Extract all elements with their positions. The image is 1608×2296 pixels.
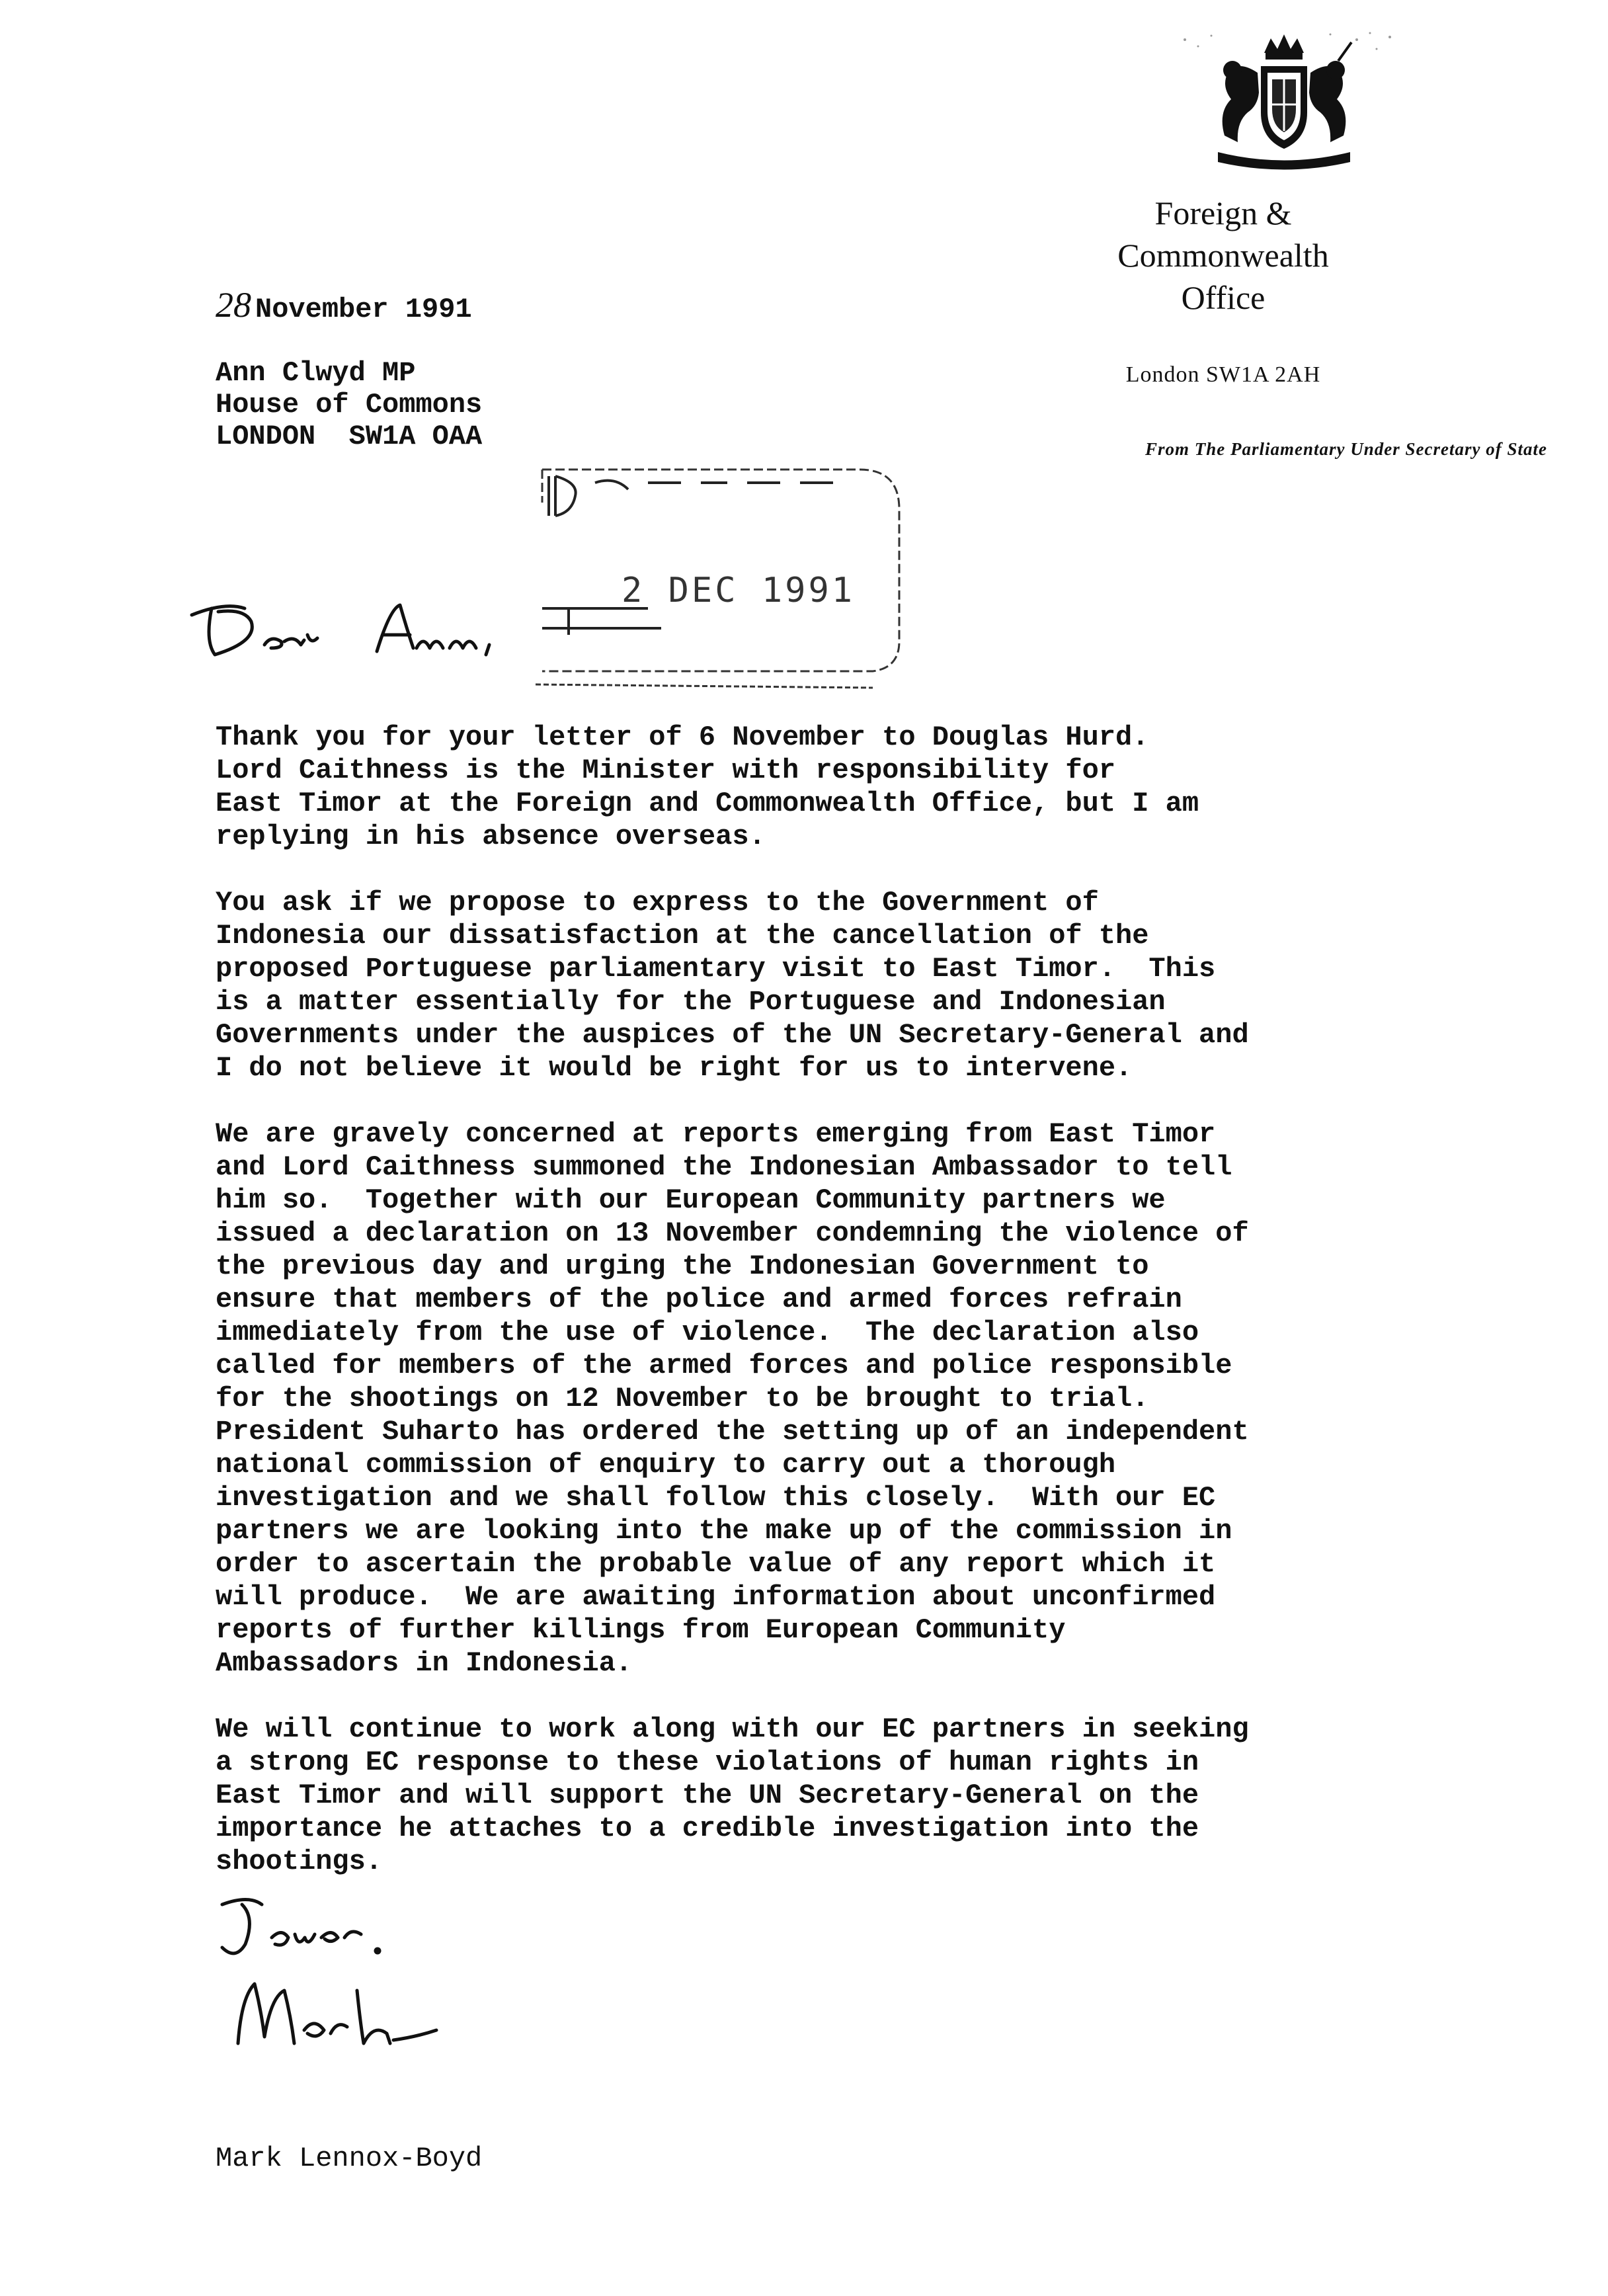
org-address: London SW1A 2AH bbox=[1125, 362, 1321, 387]
body-line: East Timor at the Foreign and Commonwealth Office, but I am bbox=[216, 788, 1199, 819]
paragraph bbox=[216, 721, 1511, 853]
body-line: is a matter essentially for the Portuguese and Indonesian bbox=[216, 986, 1166, 1018]
body-line: him so. Together with our European Community partners we bbox=[216, 1184, 1166, 1216]
paragraph bbox=[216, 1713, 1511, 1878]
body-line: the previous day and urging the Indonesian Government to bbox=[216, 1250, 1149, 1282]
body-line: Ambassadors in Indonesia. bbox=[216, 1647, 633, 1679]
body-line: called for members of the armed forces and police responsible bbox=[216, 1350, 1232, 1381]
stamp-date: 2 DEC 1991 bbox=[622, 571, 856, 610]
paragraph bbox=[216, 886, 1511, 1085]
org-line: Foreign & bbox=[1154, 194, 1292, 231]
date-day: 28 bbox=[216, 285, 251, 325]
body-line: will produce. We are awaiting information about unconfirmed bbox=[216, 1581, 1216, 1613]
handwritten-salutation bbox=[185, 582, 529, 681]
paragraph bbox=[216, 1118, 1511, 1680]
body-line: shootings. bbox=[216, 1846, 383, 1877]
date-month-year: November 1991 bbox=[255, 294, 472, 325]
body-line: Governments under the auspices of the UN Secretary-General and bbox=[216, 1019, 1249, 1051]
body-line: reports of further killings from European Community bbox=[216, 1614, 1066, 1646]
body-line: Lord Caithness is the Minister with responsibility for bbox=[216, 755, 1116, 786]
body-line: replying in his absence overseas. bbox=[216, 821, 766, 852]
body-line: Thank you for your letter of 6 November to Douglas Hurd. bbox=[216, 721, 1149, 753]
body-line: We will continue to work along with our EC partners in seeking bbox=[216, 1713, 1249, 1745]
signatory-name: Mark Lennox-Boyd bbox=[216, 2143, 483, 2174]
handwritten-signature bbox=[225, 1971, 450, 2063]
coat-of-arms-icon bbox=[1158, 26, 1410, 172]
from-line: From The Parliamentary Under Secretary of State bbox=[1145, 439, 1547, 459]
body-line: You ask if we propose to express to the Government of bbox=[216, 887, 1099, 919]
recipient-line: House of Commons bbox=[216, 389, 483, 421]
recipient-address bbox=[216, 357, 482, 452]
recipient-line: Ann Clwyd MP bbox=[216, 357, 416, 389]
body-line: for the shootings on 12 November to be brought to trial. bbox=[216, 1383, 1149, 1414]
body-line: East Timor and will support the UN Secretary-General on the bbox=[216, 1780, 1199, 1811]
body-line: order to ascertain the probable value of any report which it bbox=[216, 1548, 1216, 1580]
body-line: ensure that members of the police and armed forces refrain bbox=[216, 1284, 1182, 1315]
body-line: We are gravely concerned at reports emerging from East Timor bbox=[216, 1118, 1216, 1150]
body-line: national commission of enquiry to carry out a thorough bbox=[216, 1449, 1116, 1481]
body-line: President Suharto has ordered the setting up of an independent bbox=[216, 1416, 1249, 1448]
body-line: immediately from the use of violence. The declaration also bbox=[216, 1317, 1199, 1348]
org-line: Office bbox=[1181, 279, 1266, 316]
letter-body bbox=[216, 721, 1511, 1911]
body-line: investigation and we shall follow this closely. With our EC bbox=[216, 1482, 1216, 1514]
body-line: issued a declaration on 13 November condemning the violence of bbox=[216, 1217, 1249, 1249]
body-line: Indonesia our dissatisfaction at the cancellation of the bbox=[216, 920, 1149, 952]
body-line: partners we are looking into the make up of the commission in bbox=[216, 1515, 1232, 1547]
handwritten-closing bbox=[209, 1891, 407, 1971]
org-name bbox=[1084, 192, 1362, 319]
org-line: Commonwealth bbox=[1117, 237, 1329, 274]
body-line: proposed Portuguese parliamentary visit to East Timor. This bbox=[216, 953, 1216, 985]
received-stamp bbox=[529, 456, 912, 694]
letter-date bbox=[216, 284, 472, 325]
body-line: a strong EC response to these violations of human rights in bbox=[216, 1746, 1199, 1778]
body-line: and Lord Caithness summoned the Indonesian Ambassador to tell bbox=[216, 1151, 1232, 1183]
body-line: importance he attaches to a credible investigation into the bbox=[216, 1813, 1199, 1844]
recipient-line: LONDON SW1A OAA bbox=[216, 421, 483, 452]
body-line: I do not believe it would be right for us to intervene. bbox=[216, 1052, 1133, 1084]
